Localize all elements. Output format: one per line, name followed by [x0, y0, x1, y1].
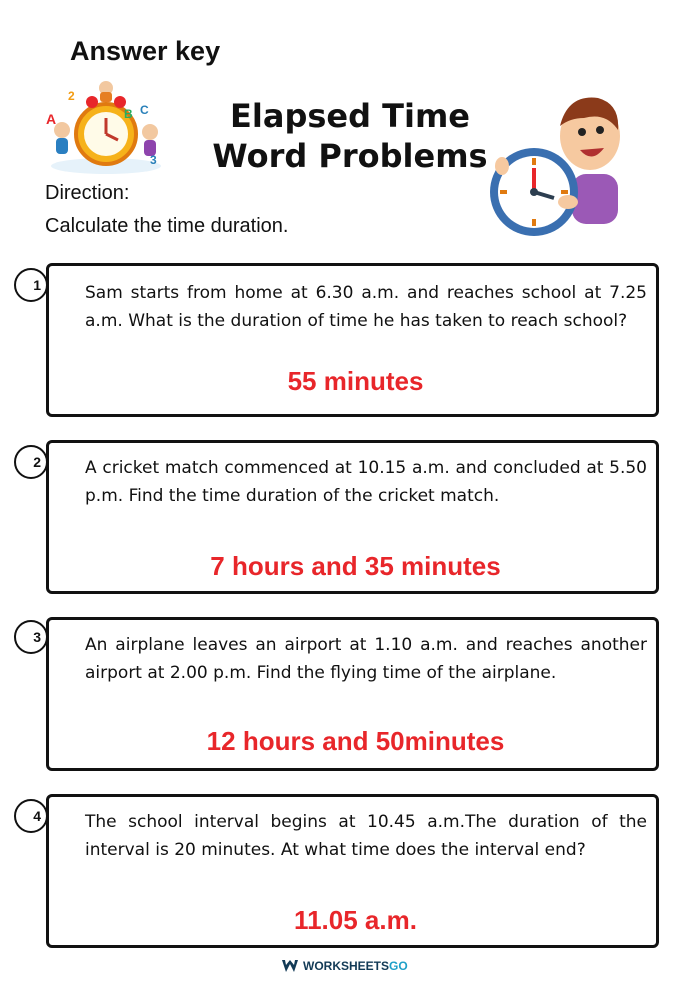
question-text: A cricket match commenced at 10.15 a.m. and concluded at 5.50 p.m. Find the time duration of the cricket match.: [85, 458, 647, 506]
svg-text:C: C: [140, 103, 149, 117]
problem-number-badge: 2: [14, 445, 48, 479]
answer-text: 11.05 a.m.: [294, 905, 417, 935]
title-line-2: Word Problems: [212, 137, 488, 175]
problem-number-badge: 4: [14, 799, 48, 833]
problem-card-2: [46, 440, 659, 594]
problem-card-4: [46, 794, 659, 948]
kids-clock-icon: [44, 78, 170, 178]
problem-number-badge: 1: [14, 268, 48, 302]
boy-holding-clock-icon: [488, 88, 628, 244]
svg-text:B: B: [124, 107, 133, 121]
answer-text: 55 minutes: [287, 366, 424, 396]
answer-text: 12 hours and 50minutes: [206, 726, 505, 756]
svg-text:3: 3: [150, 153, 157, 167]
direction-label: Direction:: [45, 182, 130, 204]
svg-text:A: A: [46, 111, 57, 127]
problem-number-badge: 3: [14, 620, 48, 654]
answer-text: 7 hours and 35 minutes: [210, 551, 501, 581]
page-title: [205, 96, 495, 176]
question-text: An airplane leaves an airport at 1.10 a.m. and reaches another airport at 2.00 p.m. Find the flying time of the airplane.: [85, 635, 647, 683]
direction-text: Calculate the time duration.: [45, 215, 289, 237]
brand-main: WORKSHEETS: [303, 959, 390, 973]
brand-accent: GO: [389, 959, 408, 973]
answer-key-label: Answer key: [70, 36, 221, 66]
svg-text:2: 2: [68, 89, 75, 103]
question-text: The school interval begins at 10.45 a.m.The duration of the interval is 20 minutes. At what time does the interval end?: [85, 812, 647, 860]
problem-card-1: [46, 263, 659, 417]
question-text: Sam starts from home at 6.30 a.m. and reaches school at 7.25 a.m. What is the duration of time he has taken to reach school?: [85, 283, 647, 331]
title-line-1: Elapsed Time: [230, 97, 470, 135]
brand-footer: [282, 959, 408, 973]
brand-logo-icon: [282, 960, 298, 972]
problem-card-3: [46, 617, 659, 771]
